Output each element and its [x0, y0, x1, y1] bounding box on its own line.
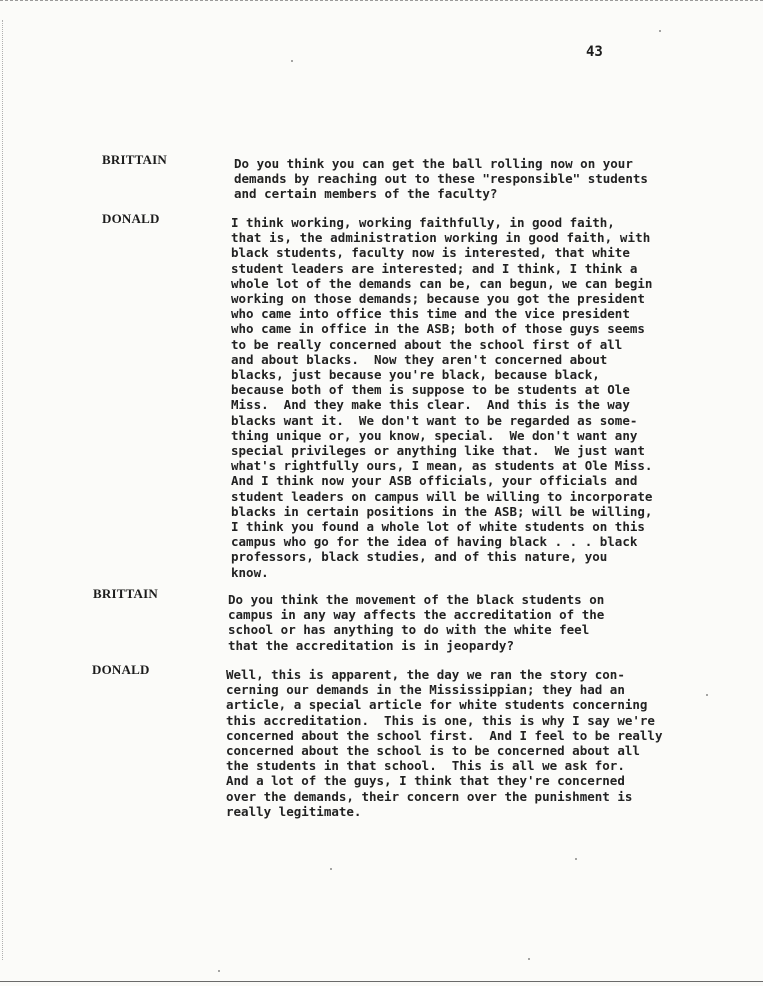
dialogue-text [226, 667, 706, 819]
text-line: campus in any way affects the accreditation of the [228, 607, 605, 623]
scan-speck [706, 694, 708, 696]
text-line: article, a special article for white students concerning [226, 697, 648, 713]
text-line: I think you found a whole lot of white students on this [231, 519, 645, 535]
text-line: school or has anything to do with the white feel [228, 622, 590, 638]
page-number: 43 [586, 44, 603, 60]
text-line: that the accreditation is in jeopardy? [228, 637, 514, 653]
text-line: concerned about the school is to be concerned about all [226, 743, 640, 759]
text-line: thing unique or, you know, special. We don't want any [231, 427, 638, 443]
scan-speck [218, 970, 220, 972]
text-line: Miss. And they make this clear. And this is the way [231, 397, 630, 413]
text-line: and about blacks. Now they aren't concerned about [231, 351, 608, 367]
text-line: Well, this is apparent, the day we ran the story con- [226, 667, 625, 682]
text-line: and certain members of the faculty? [234, 186, 498, 202]
text-line: demands by reaching out to these "responsible" students [234, 171, 648, 187]
text-line: really legitimate. [226, 803, 362, 819]
speaker-label: DONALD [92, 662, 150, 677]
text-line: that is, the administration working in good faith, with [231, 230, 651, 246]
text-line: blacks, just because you're black, because black, [231, 367, 600, 383]
text-line: And a lot of the guys, I think that they're concerned [226, 773, 625, 789]
speaker-label: DONALD [102, 211, 160, 226]
scan-speck [528, 958, 530, 960]
text-line: whole lot of the demands can be, can begun, we can begin [231, 275, 653, 291]
text-line: working on those demands; because you got the president [231, 291, 645, 307]
text-line: special privileges or anything like that. We just want [231, 443, 645, 459]
text-line: to be really concerned about the school first of all [231, 336, 623, 352]
scan-speck [330, 868, 332, 870]
text-line: know. [231, 564, 269, 580]
speaker-label: BRITTAIN [102, 152, 167, 167]
page-top-edge [0, 0, 763, 1]
text-line: concerned about the school first. And I feel to be really [226, 727, 663, 743]
scan-speck [659, 30, 661, 32]
text-line: campus who go for the idea of having black . . . black [231, 534, 638, 550]
dialogue-text [228, 592, 708, 653]
page-bottom-edge [0, 981, 763, 982]
text-line: Do you think you can get the ball rolling now on your [234, 156, 633, 171]
text-line: blacks in certain positions in the ASB; will be willing, [231, 503, 653, 519]
dialogue-text [234, 156, 714, 202]
text-line: Do you think the movement of the black students on [228, 592, 605, 607]
text-line: And I think now your ASB officials, your officials and [231, 473, 638, 489]
text-line: student leaders are interested; and I think, I think a [231, 260, 638, 276]
dialogue-text [231, 215, 711, 580]
text-line: who came into office this time and the vice president [231, 306, 630, 322]
text-line: the students in that school. This is all we ask for. [226, 758, 625, 774]
speaker-label: BRITTAIN [93, 586, 158, 601]
text-line: because both of them is suppose to be students at Ole [231, 382, 630, 398]
text-line: who came in office in the ASB; both of those guys seems [231, 321, 645, 337]
text-line: black students, faculty now is interested, that white [231, 245, 630, 261]
text-line: what's rightfully ours, I mean, as students at Ole Miss. [231, 458, 653, 474]
scan-speck [291, 60, 293, 62]
page-left-edge [2, 20, 3, 960]
text-line: professors, black studies, and of this nature, you [231, 549, 608, 565]
text-line: I think working, working faithfully, in good faith, [231, 215, 615, 230]
text-line: blacks want it. We don't want to be regarded as some- [231, 412, 638, 428]
text-line: cerning our demands in the Mississippian; they had an [226, 682, 625, 698]
scan-speck [575, 858, 577, 860]
text-line: this accreditation. This is one, this is why I say we're [226, 712, 655, 728]
text-line: over the demands, their concern over the punishment is [226, 788, 633, 804]
text-line: student leaders on campus will be willing to incorporate [231, 488, 653, 504]
